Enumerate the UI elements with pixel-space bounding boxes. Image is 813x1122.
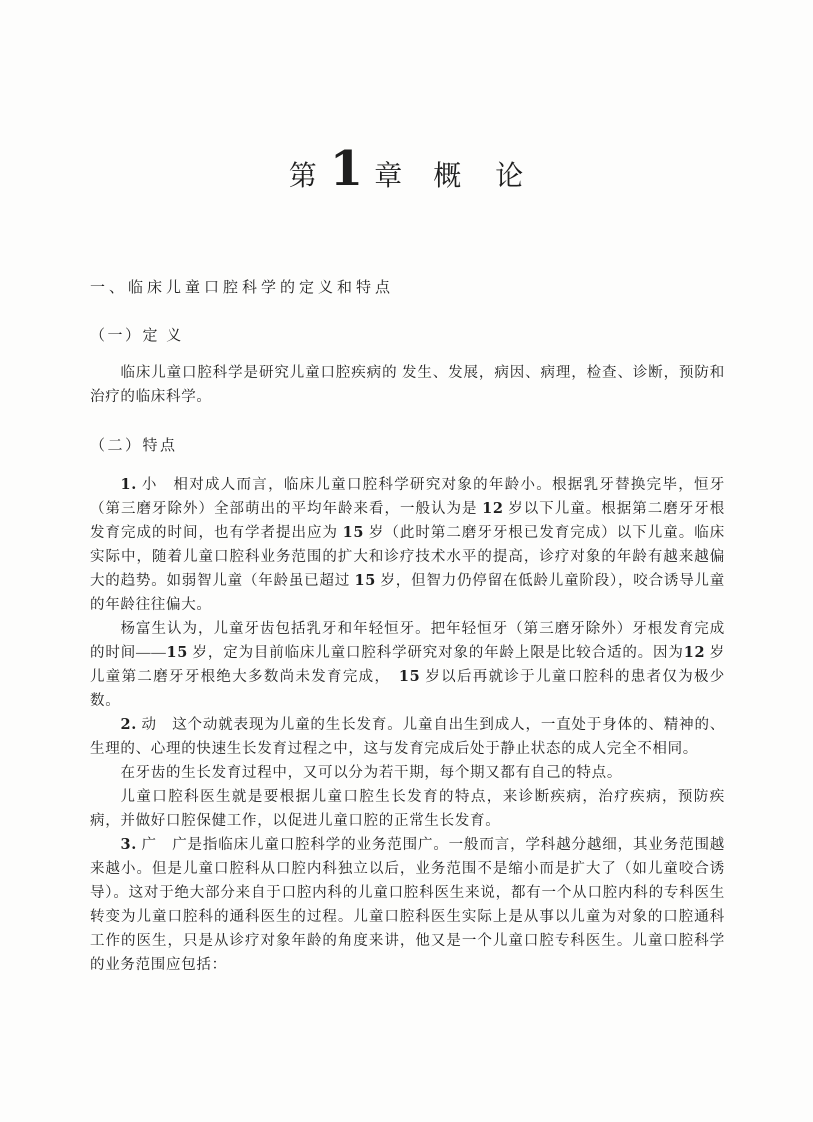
chapter-heading [90, 141, 725, 203]
chapter-number: 1 [329, 141, 367, 197]
bold-number: 15 [342, 524, 365, 541]
text-run: 岁以下儿童。根据第二磨牙牙根发育完成的时间，也有学者提出应为 [90, 501, 725, 541]
text-run: 儿童口腔科医生就是要根据儿童口腔生长发育的特点，来诊断疾病，治疗疾病，预防疾病，并做好口腔保健工作，以促进儿童口腔的正常生长发育。 [90, 789, 725, 829]
text-run: 岁，但智力仍停留在低龄儿童阶段），咬合诱导儿童的年龄往往偏大。 [90, 573, 725, 613]
chapter-prefix: 第 [288, 161, 320, 192]
sub-heading: （一）定 义 [90, 328, 184, 344]
text-run: 广 广是指临床儿童口腔科学的业务范围广。一般而言，学科越分越细，其业务范围越来越小。但是儿童口腔科从口腔内科独立以后，业务范围不是缩小而是扩大了（如儿童咬合诱导）。这对于绝大部分来自于口腔内科的儿童口腔科医生来说，都有一个从口腔内科的专科医生转变为儿童口腔科的通科医生的过程。儿童口腔科医生实际上是从事以儿童为对象的口腔通科工作的医生，只是从诊疗对象年龄的角度来讲，他又是一个儿童口腔专科医生。儿童口腔科学的业务范围应包括： [90, 837, 725, 973]
sub-heading: （二）特点 [90, 438, 178, 454]
paragraph [90, 713, 725, 761]
paragraph [90, 761, 725, 785]
text-run: 杨富生认为，儿童牙齿包括乳牙和年轻恒牙。把年轻恒牙（第三磨牙除外）牙根发育完成的时间—— [90, 621, 725, 661]
text-run: 岁以后再就诊于儿童口腔科的患者仅为极少数。 [90, 669, 726, 709]
text-run: 临床儿童口腔科学是研究儿童口腔疾病的 发生、发展，病因、病理，检查、诊断，预防和治疗的临床科学。 [90, 365, 725, 405]
chapter-title-text: 概 论 [433, 161, 527, 192]
bold-number: 15 [354, 572, 377, 589]
chapter-suffix: 章 [374, 161, 406, 192]
text-run: 岁，定为目前临床儿童口腔科学研究对象的年龄上限是比较合适的。因为 [188, 645, 684, 661]
document-body [90, 277, 725, 977]
paragraph [90, 833, 725, 977]
text-run: 动 这个动就表现为儿童的生长发育。儿童自出生到成人，一直处于身体的、精神的、生理的、心理的快速生长发育过程之中，这与发育完成后处于静止状态的成人完全不相同。 [90, 717, 725, 757]
paragraph [90, 785, 725, 833]
paragraph [90, 617, 725, 713]
bold-number: 1. [120, 476, 137, 493]
paragraph [90, 473, 725, 617]
text-run: 小 相对成人而言，临床儿童口腔科学研究对象的年龄小。根据乳牙替换完毕，恒牙（第三磨牙除外）全部萌出的平均年龄来看，一般认为是 [90, 477, 725, 517]
bold-number: 15 [166, 644, 189, 661]
bold-number: 2. [120, 716, 137, 733]
paragraph [90, 361, 725, 409]
bold-number: 12 [482, 500, 504, 517]
text-run: 岁（此时第二磨牙牙根已发育完成）以下儿童。临床实际中，随着儿童口腔科业务范围的扩大和诊疗技术水平的提高，诊疗对象的年龄有越来越偏大的趋势。如弱智儿童（年龄虽已超过 [90, 525, 725, 589]
text-run: 在牙齿的生长发育过程中，又可以分为若干期，每个期又都有自己的特点。 [120, 765, 623, 781]
bold-number: 3. [120, 836, 137, 853]
bold-number: 12 [683, 644, 706, 661]
text-run: 岁儿童第二磨牙牙根绝大多数尚未发育完成， [90, 645, 725, 685]
bold-number: 15 [398, 668, 421, 685]
section-heading: 一、临床儿童口腔科学的定义和特点 [90, 280, 395, 296]
